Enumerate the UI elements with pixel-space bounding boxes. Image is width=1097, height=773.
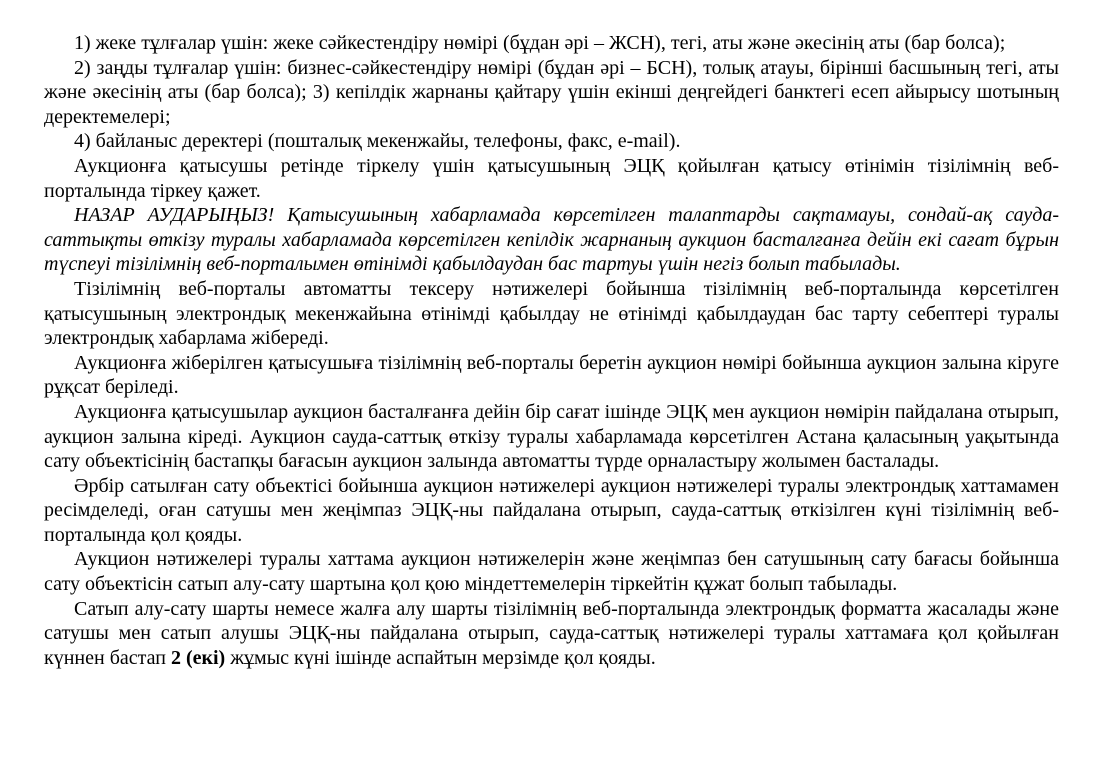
auction-results-protocol-paragraph: Әрбір сатылған сату объектісі бойынша аукцион нәтижелері аукцион нәтижелері туралы электрондық хаттамамен ресімделеді, оған сатушы мен жеңімпаз ЭЦҚ-ны пайдалана отырып, сауда-саттық өткізілген күні тізілімнің веб-порталында қол қояды. bbox=[44, 474, 1059, 546]
registration-paragraph: Аукционға қатысушы ретінде тіркелу үшін қатысушының ЭЦҚ қойылған қатысу өтінімін тізілімнің веб-порталында тіркеу қажет. bbox=[44, 154, 1059, 202]
signing-deadline-bold: 2 (екі) bbox=[170, 646, 226, 669]
auction-start-paragraph: Аукционға қатысушылар аукцион басталғанға дейін бір сағат ішінде ЭЦҚ мен аукцион нөмірін пайдалана отырып, аукцион залына кіреді. Аукцион сауда-саттық өткізу туралы хабарламада көрсетілген Астана қаласының уақытында сату объектісінің бастапқы бағасын аукцион залында автоматты түрде орналастыру жолымен басталады. bbox=[44, 400, 1059, 473]
attention-notice: НАЗАР АУДАРЫҢЫЗ! Қатысушының хабарламада көрсетілген талаптарды сақтамауы, сондай-ақ сауда-саттықты өткізу туралы хабарламада көрсетілген кепілдік жарнаның аукцион басталғанға дейін екі сағат бұрын түспеуі тізілімнің веб-порталымен өтінімді қабылдаудан бас тартуы үшін негіз болып табылады. bbox=[44, 204, 1059, 276]
contract-signing-paragraph bbox=[44, 597, 1059, 671]
auto-check-paragraph: Тізілімнің веб-порталы автоматты тексеру нәтижелері бойынша тізілімнің веб-порталында көрсетілген қатысушының электрондық мекенжайына өтінімді қабылдау не өтінімді қабылдаудан бас тарту себептері туралы электрондық хабарлама жібереді. bbox=[44, 277, 1059, 350]
protocol-definition-paragraph: Аукцион нәтижелері туралы хаттама аукцион нәтижелерін және жеңімпаз бен сатушының сату бағасы бойынша сату объектісін сатып алу-сату шартына қол қою міндеттемелерін тіркейтін құжат болып табылады. bbox=[44, 548, 1059, 596]
contract-signing-text-before: Сатып алу-сату шарты немесе жалға алу шарты тізілімнің веб-порталында электрондық форматта жасалады және сатушы мен сатып алушы ЭЦҚ-ны пайдалана отырып, сауда-саттық нәтижелері туралы хаттамаға қол қойылған күннен бастап bbox=[44, 597, 1059, 669]
clause-1-individuals: 1) жеке тұлғалар үшін: жеке сәйкестендіру нөмірі (бұдан әрі – ЖСН), тегі, аты және әкесінің аты (бар болса); bbox=[74, 32, 1006, 54]
auction-number-access-paragraph: Аукционға жіберілген қатысушыға тізілімнің веб-порталы беретін аукцион нөмірі бойынша аукцион залына кіруге рұқсат беріледі. bbox=[44, 351, 1059, 399]
contract-signing-text-after: жұмыс күні ішінде аспайтын мерзімде қол қояды. bbox=[225, 646, 656, 669]
clause-4-contact-details: 4) байланыс деректері (пошталық мекенжайы, телефоны, факс, e-mail). bbox=[74, 130, 681, 153]
clause-2-legal-entities: 2) заңды тұлғалар үшін: бизнес-сәйкестендіру нөмірі (бұдан әрі – БСН), толық атауы, бірінші басшының тегі, аты және әкесінің аты (бар болса); 3) кепілдік жарнаны қайтару үшін екінші деңгейдегі банктегі есеп айырысу шотының деректемелері; bbox=[44, 56, 1059, 128]
